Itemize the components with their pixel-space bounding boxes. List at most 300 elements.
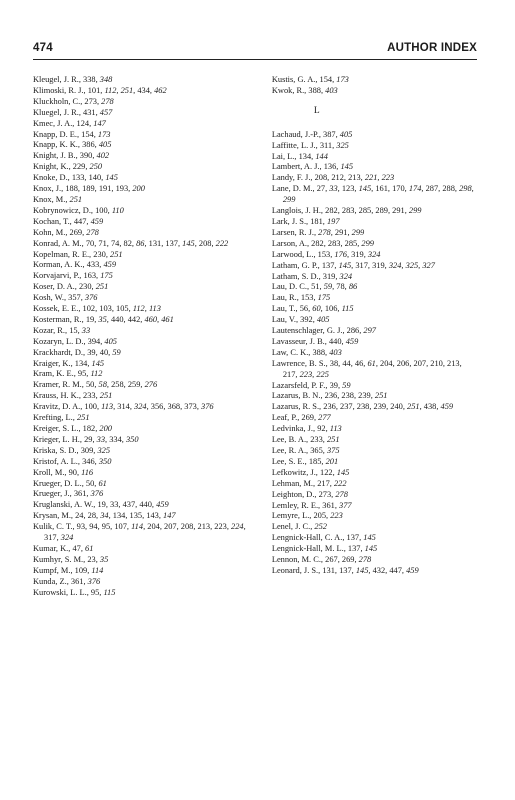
page-ref: 201	[325, 456, 339, 466]
author-name: Knapp, K. K.,	[33, 140, 80, 150]
page-ref: 283	[327, 238, 341, 248]
author-name: Kriska, S. D.,	[33, 445, 79, 455]
index-entry: Lazarus, R. S., 236, 237, 238, 239, 240, 251, 438, 459	[271, 402, 454, 412]
page-ref: 212	[331, 173, 344, 183]
page-ref: 432	[372, 565, 386, 575]
author-name: Krieger, L. H.,	[33, 434, 82, 444]
page-ref: 50	[85, 478, 95, 488]
author-name: Krefting, L.,	[33, 413, 75, 423]
author-name: Lee, R. A.,	[271, 446, 309, 455]
author-name: Lee, B. A.,	[271, 435, 309, 445]
author-name: Lazarus, B. N.,	[271, 391, 323, 401]
author-name: Kram, K. E.,	[33, 369, 76, 379]
page-ref: 233	[310, 435, 323, 445]
index-entry	[33, 413, 248, 424]
page-ref: 392	[300, 315, 313, 325]
page-ref: 269	[69, 227, 83, 237]
author-name: Kumpf, M.,	[33, 565, 73, 575]
page-ref: 61	[367, 358, 376, 368]
page-ref: 34	[100, 511, 109, 521]
author-name: Kohn, M.,	[33, 227, 68, 237]
author-name: Kluckholn, C.,	[33, 96, 83, 106]
page-ref: 324	[388, 260, 402, 270]
page-ref: 324	[339, 271, 353, 281]
page-ref: 457	[99, 107, 113, 117]
page-ref: 368	[167, 402, 181, 412]
index-entry: Kulik, C. T., 93, 94, 95, 107, 114, 204, 207, 208, 213, 223, 224, 317, 324	[33, 522, 246, 543]
page-ref: 376	[201, 402, 214, 412]
page-ref: 317	[44, 533, 57, 543]
author-name: Kreiger, S. L.,	[33, 424, 81, 433]
page-ref: 210	[430, 358, 443, 368]
index-entry: Kochan, T., 447, 459	[33, 216, 104, 226]
author-name: Knight, K.,	[33, 162, 71, 172]
page-ref: 147	[93, 118, 106, 128]
page-ref: 134	[298, 151, 312, 161]
index-entry: Korvajarvi, P., 163, 175	[33, 271, 113, 281]
page-ref: 29	[84, 434, 93, 444]
index-entry: Kurowski, L. L., 95, 115	[33, 587, 116, 597]
page-ref: 116	[81, 467, 94, 477]
section-letter: L	[313, 105, 320, 116]
author-name: Krueger, D. L.,	[33, 478, 84, 488]
index-entry: Korman, A. K., 433, 459	[33, 260, 117, 270]
index-entry: Kobrynowicz, D., 100, 110	[33, 205, 124, 215]
author-name: Kruglanski, A. W.,	[33, 500, 96, 510]
index-entry: Knight, J. B., 390, 402	[33, 151, 110, 161]
page-ref: 238	[356, 402, 370, 412]
author-name: Lazarus, R. S.,	[271, 402, 322, 412]
page-ref: 334	[109, 434, 122, 444]
page-ref: 131	[148, 238, 162, 248]
page-ref: 131	[322, 565, 335, 575]
index-entry: Lau, T., 56, 60, 106, 115	[271, 304, 354, 314]
page-ref: 230	[93, 249, 106, 259]
index-entry: Kluegel, J. R., 431, 457	[33, 107, 113, 117]
page-ref: 299	[361, 238, 374, 248]
index-entry: Kwok, R., 388, 403	[271, 85, 338, 95]
page-ref: 33	[329, 184, 338, 194]
page-ref: 86	[348, 282, 358, 292]
right-column-top	[272, 75, 477, 97]
page-ref: 35	[98, 314, 107, 324]
author-name: Kozar, R.,	[33, 325, 68, 335]
page-ref: 405	[339, 129, 353, 139]
page-ref: 217	[282, 369, 296, 379]
page-ref: 137	[321, 260, 335, 270]
page-ref: 95	[101, 522, 111, 532]
page-ref: 319	[351, 249, 364, 259]
author-name: Korvajarvi, P.,	[33, 271, 82, 281]
page-ref: 213	[197, 522, 211, 532]
page-ref: 113	[329, 424, 342, 434]
index-entry: Kumpf, M., 109, 114	[33, 565, 104, 575]
page-ref: 191	[98, 184, 112, 194]
author-name: Latham, G. P.,	[271, 260, 320, 270]
page-ref: 93	[76, 522, 86, 532]
index-entry: Krackhardt, D., 39, 40, 59	[33, 347, 121, 357]
author-name: Larson, A.,	[271, 238, 310, 248]
page-ref: 193	[115, 184, 129, 194]
index-entry: Kumar, K., 47, 61	[33, 543, 94, 553]
page-ref: 317	[355, 260, 368, 270]
index-entry: Lachaud, J.-P., 387, 405	[271, 129, 353, 139]
page-ref: 460	[144, 314, 157, 324]
page-ref: 277	[318, 413, 331, 423]
page-ref: 39	[87, 347, 96, 357]
page-ref: 361	[73, 489, 87, 499]
page-ref: 273	[318, 489, 332, 499]
page-ref: 238	[341, 391, 354, 401]
page-ref: 35	[99, 554, 109, 564]
page-ref: 137	[346, 533, 360, 543]
author-name: Lautenschlager, G. J.,	[271, 326, 345, 336]
running-header	[33, 42, 477, 54]
page-ref: 319	[322, 271, 336, 281]
page-ref: 348	[99, 75, 113, 84]
page-ref: 286	[346, 326, 360, 336]
author-name: Lazarsfeld, P. F.,	[271, 380, 328, 390]
index-entry: Lazarus, B. N., 236, 238, 239, 251	[271, 391, 388, 401]
author-name: Knox, J.,	[33, 184, 64, 194]
index-entry: Klimoski, R. J., 101, 112, 251, 434, 462	[33, 85, 167, 95]
index-entry: Lengnick-Hall, C. A., 137, 145	[271, 533, 376, 543]
page-ref: 388	[312, 347, 326, 357]
page-ref: 90	[68, 467, 77, 477]
header-rule	[33, 59, 477, 60]
page-ref: 314	[117, 402, 130, 412]
page-ref: 224	[231, 522, 244, 532]
page-ref: 251	[120, 85, 134, 95]
page-ref: 47	[72, 543, 81, 553]
page-ref: 40	[99, 347, 109, 357]
page-ref: 291	[392, 206, 405, 216]
page-ref: 103	[99, 304, 112, 314]
page-ref: 107	[114, 522, 127, 532]
index-entry: Lemley, R. E., 361, 377	[271, 500, 352, 510]
index-entry: Leaf, P., 269, 277	[271, 413, 331, 423]
page-ref: 405	[316, 315, 330, 325]
left-column	[33, 75, 248, 599]
page-ref: 217	[317, 478, 330, 488]
page-ref: 390	[79, 151, 93, 161]
author-name: Konrad, A. M.,	[33, 238, 84, 248]
page-ref: 438	[423, 402, 437, 412]
page-ref: 252	[314, 522, 327, 532]
page-ref: 135	[129, 511, 143, 521]
page-ref: 175	[317, 293, 331, 303]
author-name: Kmec, J. A.,	[33, 118, 75, 128]
page-ref: 204	[380, 358, 393, 368]
page-ref: 297	[363, 326, 376, 336]
index-entry: Knoke, D., 133, 140, 145	[33, 173, 118, 183]
index-entry: Knapp, D. E., 154, 173	[33, 129, 111, 139]
page-ref: 208	[198, 238, 212, 248]
page-ref: 376	[87, 576, 101, 586]
index-entry	[272, 522, 477, 533]
page-ref: 223	[330, 511, 343, 521]
index-entry: Lai, L., 134, 144	[271, 151, 328, 161]
page-ref: 114	[131, 522, 144, 532]
page-ref: 115	[103, 587, 116, 597]
page-ref: 145	[338, 260, 352, 270]
page-ref: 143	[146, 511, 159, 521]
index-entry: Lavasseur, J. B., 440, 459	[271, 336, 359, 346]
page-ref: 251	[95, 282, 109, 292]
index-entry: Kustis, G. A., 154, 173	[271, 75, 349, 84]
page-ref: 324	[367, 249, 381, 259]
page-ref: 447	[389, 565, 402, 575]
page-ref: 24	[75, 511, 84, 521]
page-ref: 239	[358, 391, 371, 401]
page-ref: 182	[82, 424, 96, 433]
page-ref: 442	[127, 314, 141, 324]
index-entry: Kosterman, R., 19, 35, 440, 442, 460, 461	[33, 314, 174, 324]
page-ref: 145	[105, 173, 118, 183]
page-ref: 287	[425, 184, 439, 194]
index-entry: Lambert, A. J., 136, 145	[271, 162, 354, 172]
page-ref: 325	[336, 140, 349, 150]
page-ref: 181	[310, 216, 323, 226]
page-ref: 278	[358, 555, 372, 565]
index-entry: Kosh, W., 357, 376	[33, 293, 98, 303]
page-ref: 223	[214, 522, 227, 532]
index-entry: Kohn, M., 269, 278	[33, 227, 99, 237]
index-entry: Kriska, S. D., 309, 325	[33, 445, 111, 455]
author-name: Landy, F. J.,	[271, 173, 313, 183]
index-entry: Lennon, M. C., 267, 269, 278	[271, 555, 372, 565]
page-ref: 357	[68, 293, 81, 303]
author-name: Lachaud, J.-P.,	[271, 129, 321, 139]
index-entry: Lautenschlager, G. J., 286, 297	[271, 326, 376, 336]
page-ref: 133	[71, 173, 85, 183]
page-ref: 112	[104, 85, 117, 95]
author-name: Kozaryn, L. D.,	[33, 336, 86, 346]
author-name: Lee, S. E.,	[271, 456, 307, 466]
author-name: Kluegel, J. R.,	[33, 107, 81, 117]
page-ref: 324	[60, 533, 74, 543]
page-ref: 71	[98, 238, 107, 248]
index-entry: Laffitte, L. J., 311, 325	[271, 140, 349, 150]
page-ref: 86	[136, 238, 145, 248]
page-ref: 145	[358, 184, 372, 194]
page-ref: 325	[97, 445, 111, 455]
author-name: Krueger, J.,	[33, 489, 72, 499]
page-ref: 459	[345, 336, 359, 346]
index-entry: Krueger, D. L., 50, 61	[33, 478, 107, 488]
page-ref: 50	[85, 380, 95, 390]
page-ref: 461	[161, 314, 174, 324]
page-ref: 376	[84, 293, 98, 303]
author-name: Lane, D. M.,	[271, 184, 315, 194]
page-ref: 163	[83, 271, 97, 281]
page-ref: 173	[336, 75, 349, 84]
page-ref: 361	[322, 500, 335, 510]
author-name: Lambert, A. J.,	[271, 162, 322, 172]
index-entry: Lee, B. A., 233, 251	[271, 435, 340, 445]
page-ref: 251	[76, 413, 90, 423]
page-ref: 82	[123, 238, 132, 248]
page-ref: 100	[84, 402, 97, 412]
author-name: Kossek, E. E.,	[33, 304, 81, 314]
page-ref: 311	[319, 140, 333, 150]
page-ref: 59	[112, 347, 121, 357]
author-name: Lenel, J. C.,	[271, 522, 313, 532]
index-entry: Knapp, K. K., 386, 405	[33, 140, 112, 150]
author-name: Knight, J. B.,	[33, 151, 78, 161]
author-name: Latham, S. D.,	[271, 271, 321, 281]
page-ref: 145	[355, 565, 369, 575]
page-ref: 46	[354, 358, 364, 368]
page-ref: 95	[77, 369, 87, 379]
page-ref: 205	[313, 511, 327, 521]
page-ref: 222	[333, 478, 347, 488]
index-entry: Lau, V., 392, 405	[271, 315, 330, 325]
index-entry: Kravitz, D. A., 100, 113, 314, 324, 356, 368, 373, 376	[33, 402, 214, 412]
page-ref: 251	[374, 391, 388, 401]
page-ref: 251	[407, 402, 420, 412]
page-ref: 176	[334, 249, 347, 259]
index-entry: Latham, S. D., 319, 324	[271, 271, 353, 281]
page-ref: 431	[83, 107, 96, 117]
page-ref: 213	[447, 358, 460, 368]
page-ref: 376	[90, 489, 104, 499]
index-entry: Lau, D. C., 51, 59, 78, 86	[271, 282, 358, 292]
author-name: Korman, A. K.,	[33, 260, 85, 270]
page-ref: 250	[89, 162, 103, 172]
section-title: AUTHOR INDEX	[387, 42, 477, 54]
page-ref: 373	[184, 402, 197, 412]
index-entry: Latham, G. P., 137, 145, 317, 319, 324, 325, 327	[271, 260, 435, 270]
page-ref: 33	[110, 500, 119, 510]
page-ref: 447	[73, 216, 87, 226]
page-ref: 251	[69, 194, 83, 204]
page-ref: 208	[180, 522, 194, 532]
author-name: Lau, V.,	[271, 315, 299, 325]
index-entry: Krauss, H. K., 233, 251	[33, 391, 113, 401]
page-ref: 251	[99, 391, 113, 401]
author-name: Kroll, M.,	[33, 467, 67, 477]
index-entry: Kopelman, R. E., 230, 251	[33, 249, 123, 259]
page-ref: 134	[74, 358, 88, 368]
author-name: Ledvinka, J.,	[271, 424, 316, 434]
index-entry: Konrad, A. M., 70, 71, 74, 82, 86, 131, 137, 145, 208, 222	[33, 238, 229, 248]
page-ref: 377	[339, 500, 352, 510]
page-ref: 282	[311, 238, 324, 248]
page-ref: 259	[127, 380, 141, 390]
page-ref: 74	[110, 238, 120, 248]
page-ref: 291	[334, 227, 348, 237]
page-ref: 338	[83, 75, 96, 84]
page-ref: 189	[82, 184, 95, 194]
page-ref: 173	[97, 129, 111, 139]
author-name: Lemley, R. E.,	[271, 500, 321, 510]
page-ref: 115	[341, 304, 354, 314]
author-name: Kunda, Z.,	[33, 576, 69, 586]
author-name: Law, C. K.,	[271, 347, 311, 357]
page-ref: 278	[318, 227, 331, 237]
page-ref: 33	[96, 434, 105, 444]
page-ref: 289	[375, 206, 388, 216]
index-entry: Kristof, A. L., 346, 350	[33, 456, 112, 466]
page-ref: 299	[351, 227, 365, 237]
page-ref: 319	[372, 260, 385, 270]
page-ref: 60	[312, 304, 321, 314]
page-number: 474	[33, 42, 53, 54]
page-ref: 278	[101, 96, 114, 106]
author-name: Kurowski, L. L.,	[33, 587, 89, 597]
page-ref: 459	[440, 402, 454, 412]
index-entry: Law, C. K., 388, 403	[271, 347, 342, 357]
page-ref: 388	[308, 85, 321, 95]
index-entry: Kroll, M., 90, 116	[33, 467, 94, 477]
index-entry: Krueger, J., 361, 376	[33, 489, 104, 499]
page-ref: 440	[139, 500, 152, 510]
page-ref: 394	[87, 336, 101, 346]
page-ref: 145	[363, 533, 376, 543]
page-ref: 27	[316, 184, 326, 194]
page-ref: 267	[325, 555, 338, 565]
page-ref: 100	[95, 205, 108, 215]
author-name: Kravitz, D. A.,	[33, 402, 83, 412]
index-entry: Kram, K. E., 95, 112	[33, 369, 103, 379]
page-ref: 433	[86, 260, 100, 270]
index-entry: Langlois, J. H., 282, 283, 285, 289, 291, 299	[271, 206, 422, 216]
page-ref: 58	[98, 380, 107, 390]
page-ref: 440	[328, 336, 342, 346]
page-ref: 258	[111, 380, 124, 390]
author-name: Kramer, R. M.,	[33, 380, 84, 390]
index-entry: Kunda, Z., 361, 376	[33, 576, 101, 586]
page-ref: 350	[98, 456, 112, 466]
page-ref: 113	[148, 304, 161, 314]
index-entry: Leighton, D., 273, 278	[271, 489, 348, 499]
page-ref: 137	[339, 565, 352, 575]
page-ref: 403	[329, 347, 342, 357]
page-ref: 213	[348, 173, 361, 183]
page-ref: 282	[325, 206, 338, 216]
page-ref: 112	[132, 304, 145, 314]
index-entry: Lehman, M., 217, 222	[271, 478, 347, 488]
page-ref: 459	[406, 565, 419, 575]
page-ref: 145	[336, 467, 350, 477]
page-ref: 437	[122, 500, 136, 510]
page-ref: 39	[329, 380, 338, 390]
page-ref: 106	[324, 304, 338, 314]
author-name: Lehman, M.,	[271, 478, 316, 488]
page-ref: 324	[134, 402, 147, 412]
author-name: Lau, T.,	[271, 304, 298, 314]
page-ref: 170	[392, 184, 405, 194]
index-entry: Lane, D. M., 27, 33, 123, 145, 161, 170, 174, 287, 288, 298, 299	[271, 184, 474, 205]
author-name: Krauss, H. K.,	[33, 391, 81, 401]
page-ref: 78	[336, 282, 345, 292]
author-name: Kochan, T.,	[33, 216, 72, 226]
page-ref: 101	[87, 85, 101, 95]
page-ref: 92	[317, 424, 326, 434]
index-entry	[33, 195, 248, 206]
page-ref: 113	[101, 402, 114, 412]
page-ref: 440	[110, 314, 124, 324]
page-ref: 225	[316, 369, 329, 379]
page-ref: 207	[164, 522, 177, 532]
author-name: Lai, L.,	[271, 151, 297, 161]
index-entry: Kozaryn, L. D., 394, 405	[33, 336, 117, 346]
page-ref: 204	[147, 522, 160, 532]
page-ref: 278	[335, 489, 348, 499]
index-entry: Kreiger, S. L., 182, 200	[33, 424, 112, 433]
index-entry: Lazarsfeld, P. F., 39, 59	[271, 380, 351, 390]
